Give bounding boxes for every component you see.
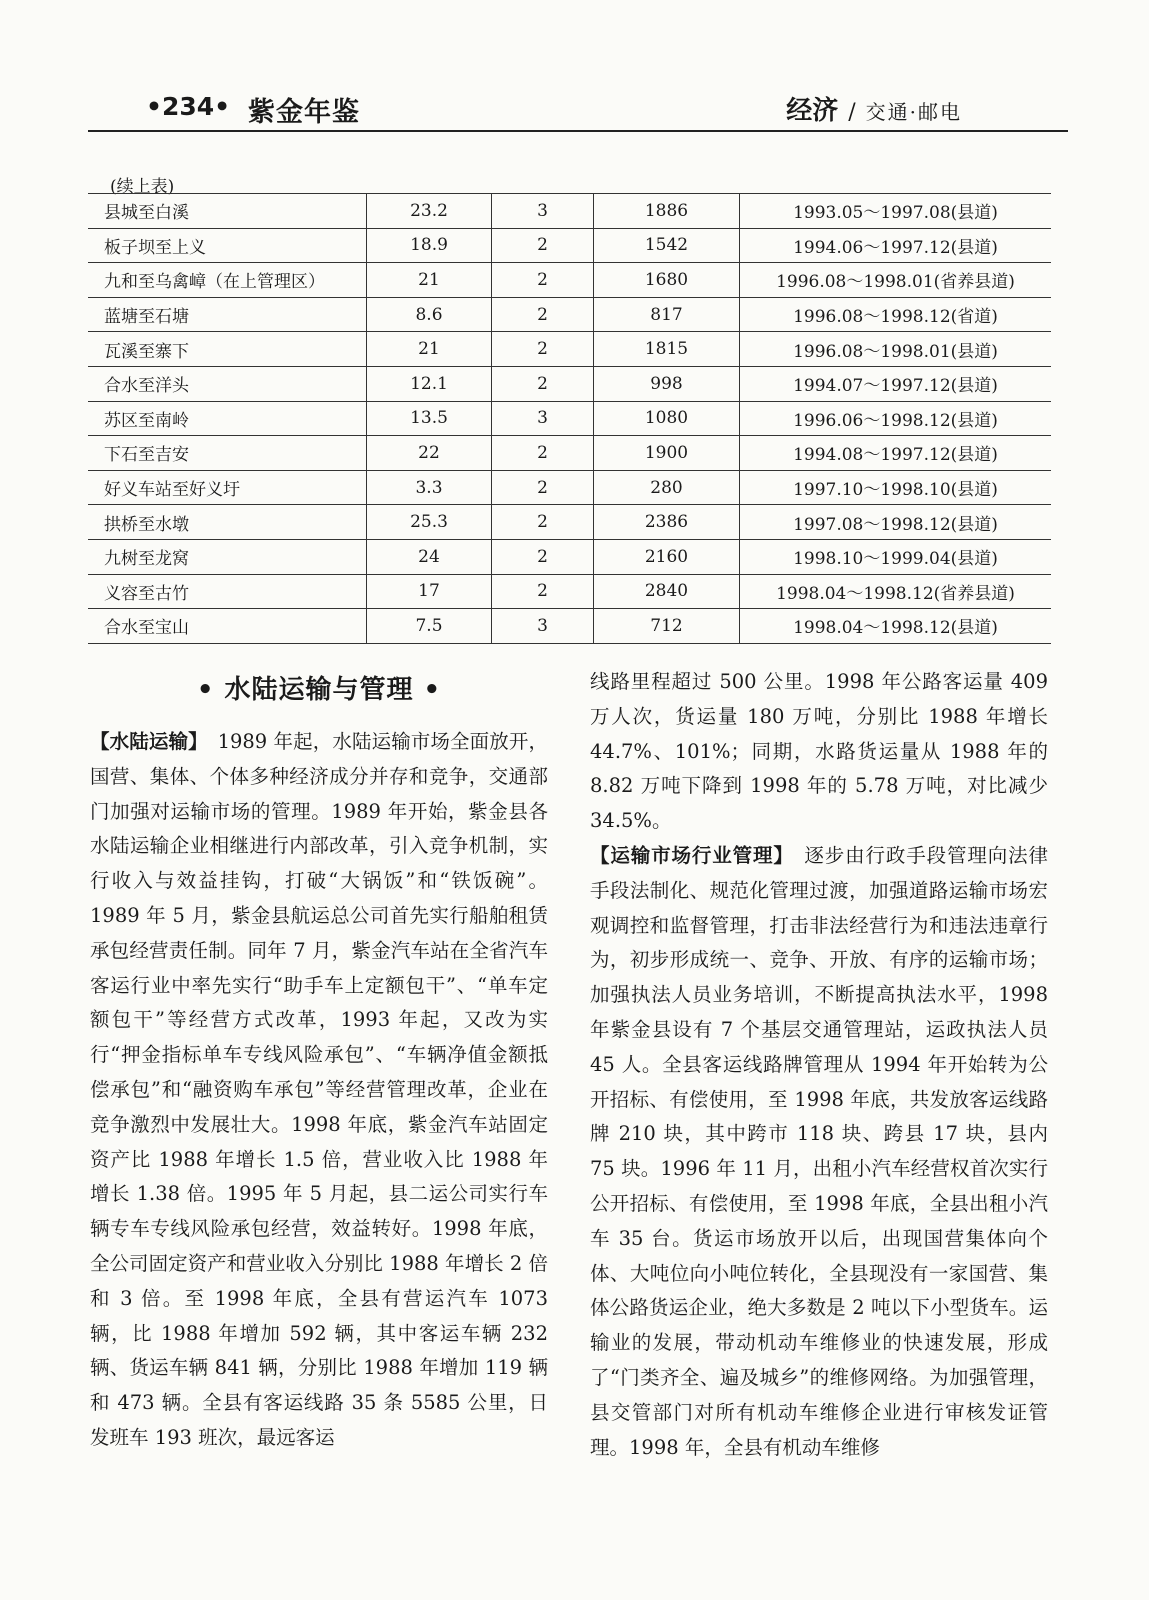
road-projects-table: [88, 193, 1051, 644]
table-row: [88, 263, 1051, 298]
length-cell: 13.5: [367, 401, 492, 436]
grade-cell: 2: [492, 505, 594, 540]
road-name-cell: 九和至乌禽嶂（在上管理区）: [88, 263, 367, 298]
length-cell: 17: [367, 574, 492, 609]
page-header: [88, 88, 1068, 132]
road-name-cell: 九树至龙窝: [88, 539, 367, 574]
length-cell: 24: [367, 539, 492, 574]
road-name-cell: 拱桥至水墩: [88, 505, 367, 540]
paragraph-lead: 【运输市场行业管理】: [590, 843, 784, 867]
subsection-name: 交通·邮电: [865, 100, 962, 124]
table-row: [88, 436, 1051, 471]
cost-cell: 998: [594, 366, 740, 401]
period-cell: 1997.10～1998.10(县道): [740, 470, 1052, 505]
road-name-cell: 义容至古竹: [88, 574, 367, 609]
cost-cell: 2840: [594, 574, 740, 609]
period-cell: 1996.08～1998.01(县道): [740, 332, 1052, 367]
cost-cell: 1900: [594, 436, 740, 471]
table-row: [88, 401, 1051, 436]
table-continuation-note: (续上表): [110, 177, 175, 197]
road-name-cell: 瓦溪至寨下: [88, 332, 367, 367]
table-row: [88, 194, 1051, 229]
cost-cell: 817: [594, 297, 740, 332]
length-cell: 7.5: [367, 609, 492, 644]
grade-cell: 2: [492, 263, 594, 298]
length-cell: 25.3: [367, 505, 492, 540]
road-name-cell: 合水至洋头: [88, 366, 367, 401]
cost-cell: 280: [594, 470, 740, 505]
table-row: [88, 332, 1051, 367]
length-cell: 21: [367, 263, 492, 298]
paragraph-continuation: [590, 665, 1048, 839]
grade-cell: 3: [492, 609, 594, 644]
grade-cell: 3: [492, 194, 594, 229]
road-name-cell: 蓝塘至石塘: [88, 297, 367, 332]
table-row: [88, 505, 1051, 540]
length-cell: 23.2: [367, 194, 492, 229]
cost-cell: 712: [594, 609, 740, 644]
length-cell: 8.6: [367, 297, 492, 332]
cost-cell: 1542: [594, 228, 740, 263]
road-name-cell: 县城至白溪: [88, 194, 367, 229]
section-separator: /: [848, 100, 856, 125]
road-name-cell: 合水至宝山: [88, 609, 367, 644]
period-cell: 1996.08～1998.12(省道): [740, 297, 1052, 332]
paragraph-text: 1989 年起，水陆运输市场全面放开，国营、集体、个体多种经济成分并存和竞争，交通部门加强对运输市场的管理。1989 年开始，紫金县各水陆运输企业相继进行内部改革，引入竞争机制，实行收入与效益挂钩，打破“大锅饭”和“铁饭碗”。1989 年 5 月，紫金县航运总公司首先实行船舶租赁承包经营责任制。同年 7 月，紫金汽车站在全省汽车客运行业中率先实行“助手车上定额包干”、“单车定额包干”等经营方式改革，1993 年起，又改为实行“押金指标单车专线风险承包”、“车辆净值金额抵偿承包”和“融资购车承包”等经营管理改革，企业在竞争激烈中发展壮大。1998 年底，紫金汽车站固定资产比 1988 年增长 1.5 倍，营业收入比 1988 年增长 1.38 倍。1995 年 5 月起，县二运公司实行车辆专车专线风险承包经营，效益转好。1998 年底，全公司固定资产和营业收入分别比 1988 年增长 2 倍和 3 倍。至 1998 年底，全县有营运汽车 1073 辆，比 1988 年增加 592 辆，其中客运车辆 232 辆、货运车辆 841 辆，分别比 1988 年增加 119 辆和 473 辆。全县有客运线路 35 条 5585 公里，日发班车 193 班次，最远客运: [90, 730, 548, 1449]
period-cell: 1993.05～1997.08(县道): [740, 194, 1052, 229]
period-cell: 1996.06～1998.12(县道): [740, 401, 1052, 436]
period-cell: 1997.08～1998.12(县道): [740, 505, 1052, 540]
grade-cell: 2: [492, 228, 594, 263]
road-name-cell: 苏区至南岭: [88, 401, 367, 436]
road-name-cell: 板子坝至上义: [88, 228, 367, 263]
paragraph-lead: 【水陆运输】: [90, 730, 198, 753]
period-cell: 1996.08～1998.01(省养县道): [740, 263, 1052, 298]
section-name: 经济: [786, 96, 839, 126]
period-cell: 1994.07～1997.12(县道): [740, 366, 1052, 401]
grade-cell: 2: [492, 470, 594, 505]
grade-cell: 2: [492, 366, 594, 401]
table-row: [88, 228, 1051, 263]
table-row: [88, 609, 1051, 644]
paragraph-water-land-transport: [90, 725, 548, 1456]
period-cell: 1998.10～1999.04(县道): [740, 539, 1052, 574]
cost-cell: 2386: [594, 505, 740, 540]
book-title: 紫金年鉴: [248, 97, 360, 128]
cost-cell: 2160: [594, 539, 740, 574]
cost-cell: 1080: [594, 401, 740, 436]
table-row: [88, 539, 1051, 574]
period-cell: 1998.04～1998.12(省养县道): [740, 574, 1052, 609]
grade-cell: 2: [492, 332, 594, 367]
grade-cell: 2: [492, 436, 594, 471]
section-heading: [786, 90, 962, 127]
road-name-cell: 好义车站至好义圩: [88, 470, 367, 505]
length-cell: 12.1: [367, 366, 492, 401]
cost-cell: 1680: [594, 263, 740, 298]
period-cell: 1998.04～1998.12(县道): [740, 609, 1052, 644]
paragraph-market-management: [590, 839, 1048, 1465]
page-number: •234•: [146, 92, 231, 121]
paragraph-text: 线路里程超过 500 公里。1998 年公路客运量 409 万人次，货运量 180 万吨，分别比 1988 年增长 44.7%、101%；同期，水路货运量从 1988 年的 8.82 万吨下降到 1998 年的 5.78 万吨，对比减少 34.5%。: [590, 670, 1048, 833]
grade-cell: 2: [492, 297, 594, 332]
length-cell: 21: [367, 332, 492, 367]
grade-cell: 3: [492, 401, 594, 436]
table-row: [88, 366, 1051, 401]
article-right-column: [590, 665, 1048, 1465]
table-row: [88, 574, 1051, 609]
cost-cell: 1815: [594, 332, 740, 367]
table-row: [88, 297, 1051, 332]
grade-cell: 2: [492, 539, 594, 574]
period-cell: 1994.08～1997.12(县道): [740, 436, 1052, 471]
table-row: [88, 470, 1051, 505]
period-cell: 1994.06～1997.12(县道): [740, 228, 1052, 263]
grade-cell: 2: [492, 574, 594, 609]
article-left-column: [90, 665, 548, 1456]
length-cell: 18.9: [367, 228, 492, 263]
paragraph-text: 逐步由行政手段管理向法律手段法制化、规范化管理过渡，加强道路运输市场宏观调控和监督管理，打击非法经营行为和违法违章行为，初步形成统一、竞争、开放、有序的运输市场；加强执法人员业务培训，不断提高执法水平，1998 年紫金县设有 7 个基层交通管理站，运政执法人员 45 人。全县客运线路牌管理从 1994 年开始转为公开招标、有偿使用，至 1998 年底，共发放客运线路牌 210 块，其中跨市 118 块、跨县 17 块，县内 75 块。1996 年 11 月，出租小汽车经营权首次实行公开招标、有偿使用，至 1998 年底，全县出租小汽车 35 台。货运市场放开以后，出现国营集体向个体、大吨位向小吨位转化，全县现没有一家国营、集体公路货运企业，绝大多数是 2 吨以下小型货车。运输业的发展，带动机动车维修业的快速发展，形成了“门类齐全、遍及城乡”的维修网络。为加强管理，县交管部门对所有机动车维修企业进行审核发证管理。1998 年，全县有机动车维修: [590, 843, 1048, 1459]
length-cell: 22: [367, 436, 492, 471]
length-cell: 3.3: [367, 470, 492, 505]
road-name-cell: 下石至吉安: [88, 436, 367, 471]
section-title: • 水陆运输与管理 •: [196, 675, 442, 705]
cost-cell: 1886: [594, 194, 740, 229]
